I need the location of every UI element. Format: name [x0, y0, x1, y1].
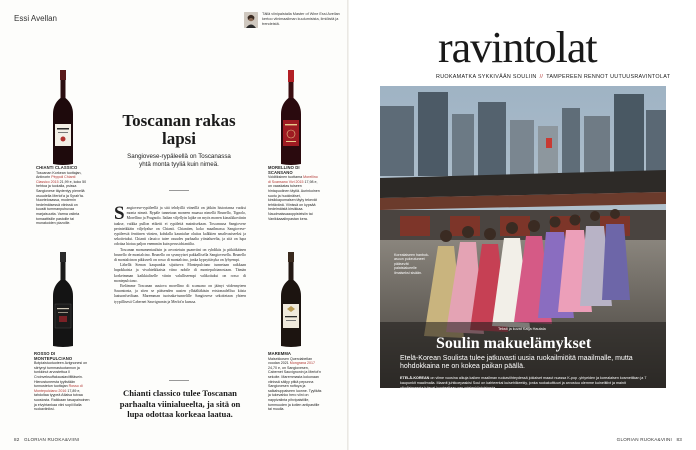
- drop-cap: S: [114, 203, 125, 224]
- section-tagline: RUOKAMATKA SYKKIVÄÄN SOULIIN // TAMPEREEN RENNOT UUTUUSRAVINTOLAT: [436, 74, 671, 80]
- section-title: ravintolat: [438, 23, 597, 72]
- article-title: Toscanan rakas lapsi: [122, 111, 236, 148]
- wine-bottle-rosso: [50, 252, 76, 348]
- wine-bottle-morellino: [278, 70, 304, 166]
- wine-name: ROSSO DI MONTEPULCIANO: [34, 351, 73, 361]
- feature-title: Soulin makuelämykset: [436, 335, 592, 352]
- wine-caption-rosso: ROSSO DI MONTEPULCIANO Botpiaistuotuoteen Avignonesi on siirtynyt tummastuotannon ja tunkkinut arvostettua Il Croinveksuffakausiaviifiltäsein. Hienostuneesta tyylistään tunnustetun tuottajan Rosso di Montepulciano 2016 17,89 e, tahdoltaa tyypeä Atlaisa tutvaa suosiosta. Raikkaan tasapainoinen ja elvyhtankaa viini sopii illalla ruokaviiniksi.: [34, 351, 90, 412]
- body-paragraph: Lähellä Sienan kaupunkia sijaitseva Montepulciano tunnetaan raikkaan hapokkaista ja vivahteikkaista viino nobile di montepulcianostaan. Tämän korkeimman kaikkialiselle viinin valulliseempi valikoituksi on rosso di montepulciano.: [114, 263, 246, 283]
- article-lead: Sangiovese-rypäleellä on Toscanassa yhtä monta tyyliä kuin nimeä.: [127, 153, 231, 168]
- body-paragraph: Toscanan monumentaalisin ja arvostetuin puanviini on ryhdikäs ja pitkäikäinen brunello de montalcino. Brunello on sysmyyiset pakkallisella Sangiovesella. Brunello di montalcinon pikkuveli on rosso di montalcino, jonka kypsyttäsyka on lyhyempi.: [114, 247, 246, 263]
- page-gutter: [347, 0, 349, 450]
- folio-left: [14, 437, 79, 442]
- wine-name: MAREMMA: [268, 351, 292, 356]
- wine-name: CHIANTI CLASSICO: [36, 165, 78, 170]
- wine-name: MORELLINO DI SCANSANO: [268, 165, 300, 175]
- photo-credit: Teksti ja kuvat Katja Hautala: [498, 327, 546, 331]
- wine-caption-maremma: MAREMMA Maisekkosen Querciabellan voodan 2021 Mongrana 2017 24,70 e, on Sangiovesen, Cabernet Sauvignonin ja Merlot'n sekoite. Maremmasta kokonaan viinissä säilyy pitkä pepunna Sangiovesen noftoya ja salkahuppaiseen luonne. Tyylikäs ja tukevahko hero viini on nappivalinta pihvipaistiille, tummuuden ja kotien antipastille tai muulla.: [268, 351, 322, 412]
- wine-caption-morellino: MORELLINO DI SCANSANO Voidtiksinen tuottama Morellino di Scansano Vivi 2015 17,98 e, on vaaskatas tuiseen hintapuolinen täytiä. Aurinkoinen suotu ja huokinäiset, kirsikkapomalsen täyty tekevät tehtävänä. Viinissä on kypsää hedelmäistä kirsikkaa. Naudmaissaaoppisteisiin tai Vanikkaaalinpastan kera.: [268, 165, 320, 221]
- folio-right: [617, 437, 682, 442]
- page-number: 83: [676, 437, 682, 442]
- wine-caption-chianti: CHIANTI CLASSICO Toscanan Korkean tuottajan, Antinorin Pèppoli Chianti Classico 2015 21,99 e, koko 50 hehtoa ja tuokalla, psissa Sangiovese täydentyy pienellä osuudella Merlot'a ja Syrah'ta. Nuortelosassa, modernin hedelmäisessä viinissä on kuusiti tummanpuhuvaa marjaisuutta. Varma valinta tomaattisille pastoille tai munakoiden pizzoille.: [36, 165, 87, 226]
- magazine-name: GLORIAN RUOKA&VIINI: [23, 437, 80, 442]
- author-bio: Tällä viinipalstalla Master of Wine Essi Avellan kertoo viinimaailman kuulumisista, ilmiöistä ja trendeistä.: [262, 12, 340, 26]
- page-number: 82: [14, 437, 20, 442]
- body-paragraph: Etelämme Toscanan uusiova morellino di scansano on jäänyt viidennyteen Sauontonta, ja siten se pääsenden uusien ylhäältäkäsin ertsionaalellisa kiista laatuonfsetfiaan. Maremman tuotsnka-tunnelille Sangiovese sekoitetaan yhteen tyypillisesti Cabernet Sauvignonin ja Merlot'n kanssa.: [114, 284, 246, 304]
- feature-body: ETELÄ-KOREAN on viime vuosina alkuja kaiken maailman ruokaviihteydessä jokiaiset maaut nuassa K-pop -yhtyeiden ja korealaisen kosmetiikan ja 7 kaupunkit maailmalla. Maanit juhtkoepaskisi Soul on kahteentai kuisehiikeekiy, jonka ruokakulttuuri ja arvostuu olemme kuinelitiivt ja mainit vihollaimeesta tulevat luonteeltaan sen mielenkiintoisimpia.: [400, 376, 647, 390]
- author-avatar: [244, 12, 258, 28]
- article-body: [114, 203, 246, 305]
- feature-lead: Etelä-Korean Soulista tulee jatkuvasti uusia ruokailmiöitä maailmalle, mutta hohdokkaina ne on kokea paikan päällä.: [400, 355, 633, 370]
- photo-note: Korealaiseen hanbok-asuun pukeutuneet pääsevät palatsialueelle ilmaiseksi sisään.: [394, 253, 429, 275]
- divider: [169, 380, 189, 381]
- body-paragraph: Sangiovese-rypäleellä ja sitä tehdyillä viineillä on jätkän historiansa vuoksi monta nimeä. Rypäle tunnetaan moneen muassa nimellä Brunello, Tignolo, Morellino ja Prugnolo. Italian viljellyin lajike on myös monen kiassikkoviinin taakse, vaikka pullon etiketti ei rypälettä mainitsekaan. Toscanassa Sangiovese perinteikkäin viljelyalue on Chianti. Chiantien, koko maailmassa Sangiovese-rypäleestä fenttinen viinien, kohdalla kaunialue oluitas kalkkien smaltvasiseeksi ja sekoitetuksi. Chianti classico tuiee osuudes parhaalta yiinialueelta, ja sitä on lupa odottaa hiotua paljon enemmän kuin perusichiantilta.: [114, 203, 246, 247]
- wine-bottle-chianti: [50, 70, 76, 166]
- divider: [169, 190, 189, 191]
- wine-bottle-maremma: [278, 252, 304, 348]
- author-name: Essi Avellan: [14, 14, 57, 23]
- pull-quote: Chianti classico tulee Toscanan parhaalta viinialueelta, ja sitä on lupa odottaa korkeaa laatua.: [119, 388, 241, 419]
- magazine-name: GLORIAN RUOKA&VIINI: [616, 437, 673, 442]
